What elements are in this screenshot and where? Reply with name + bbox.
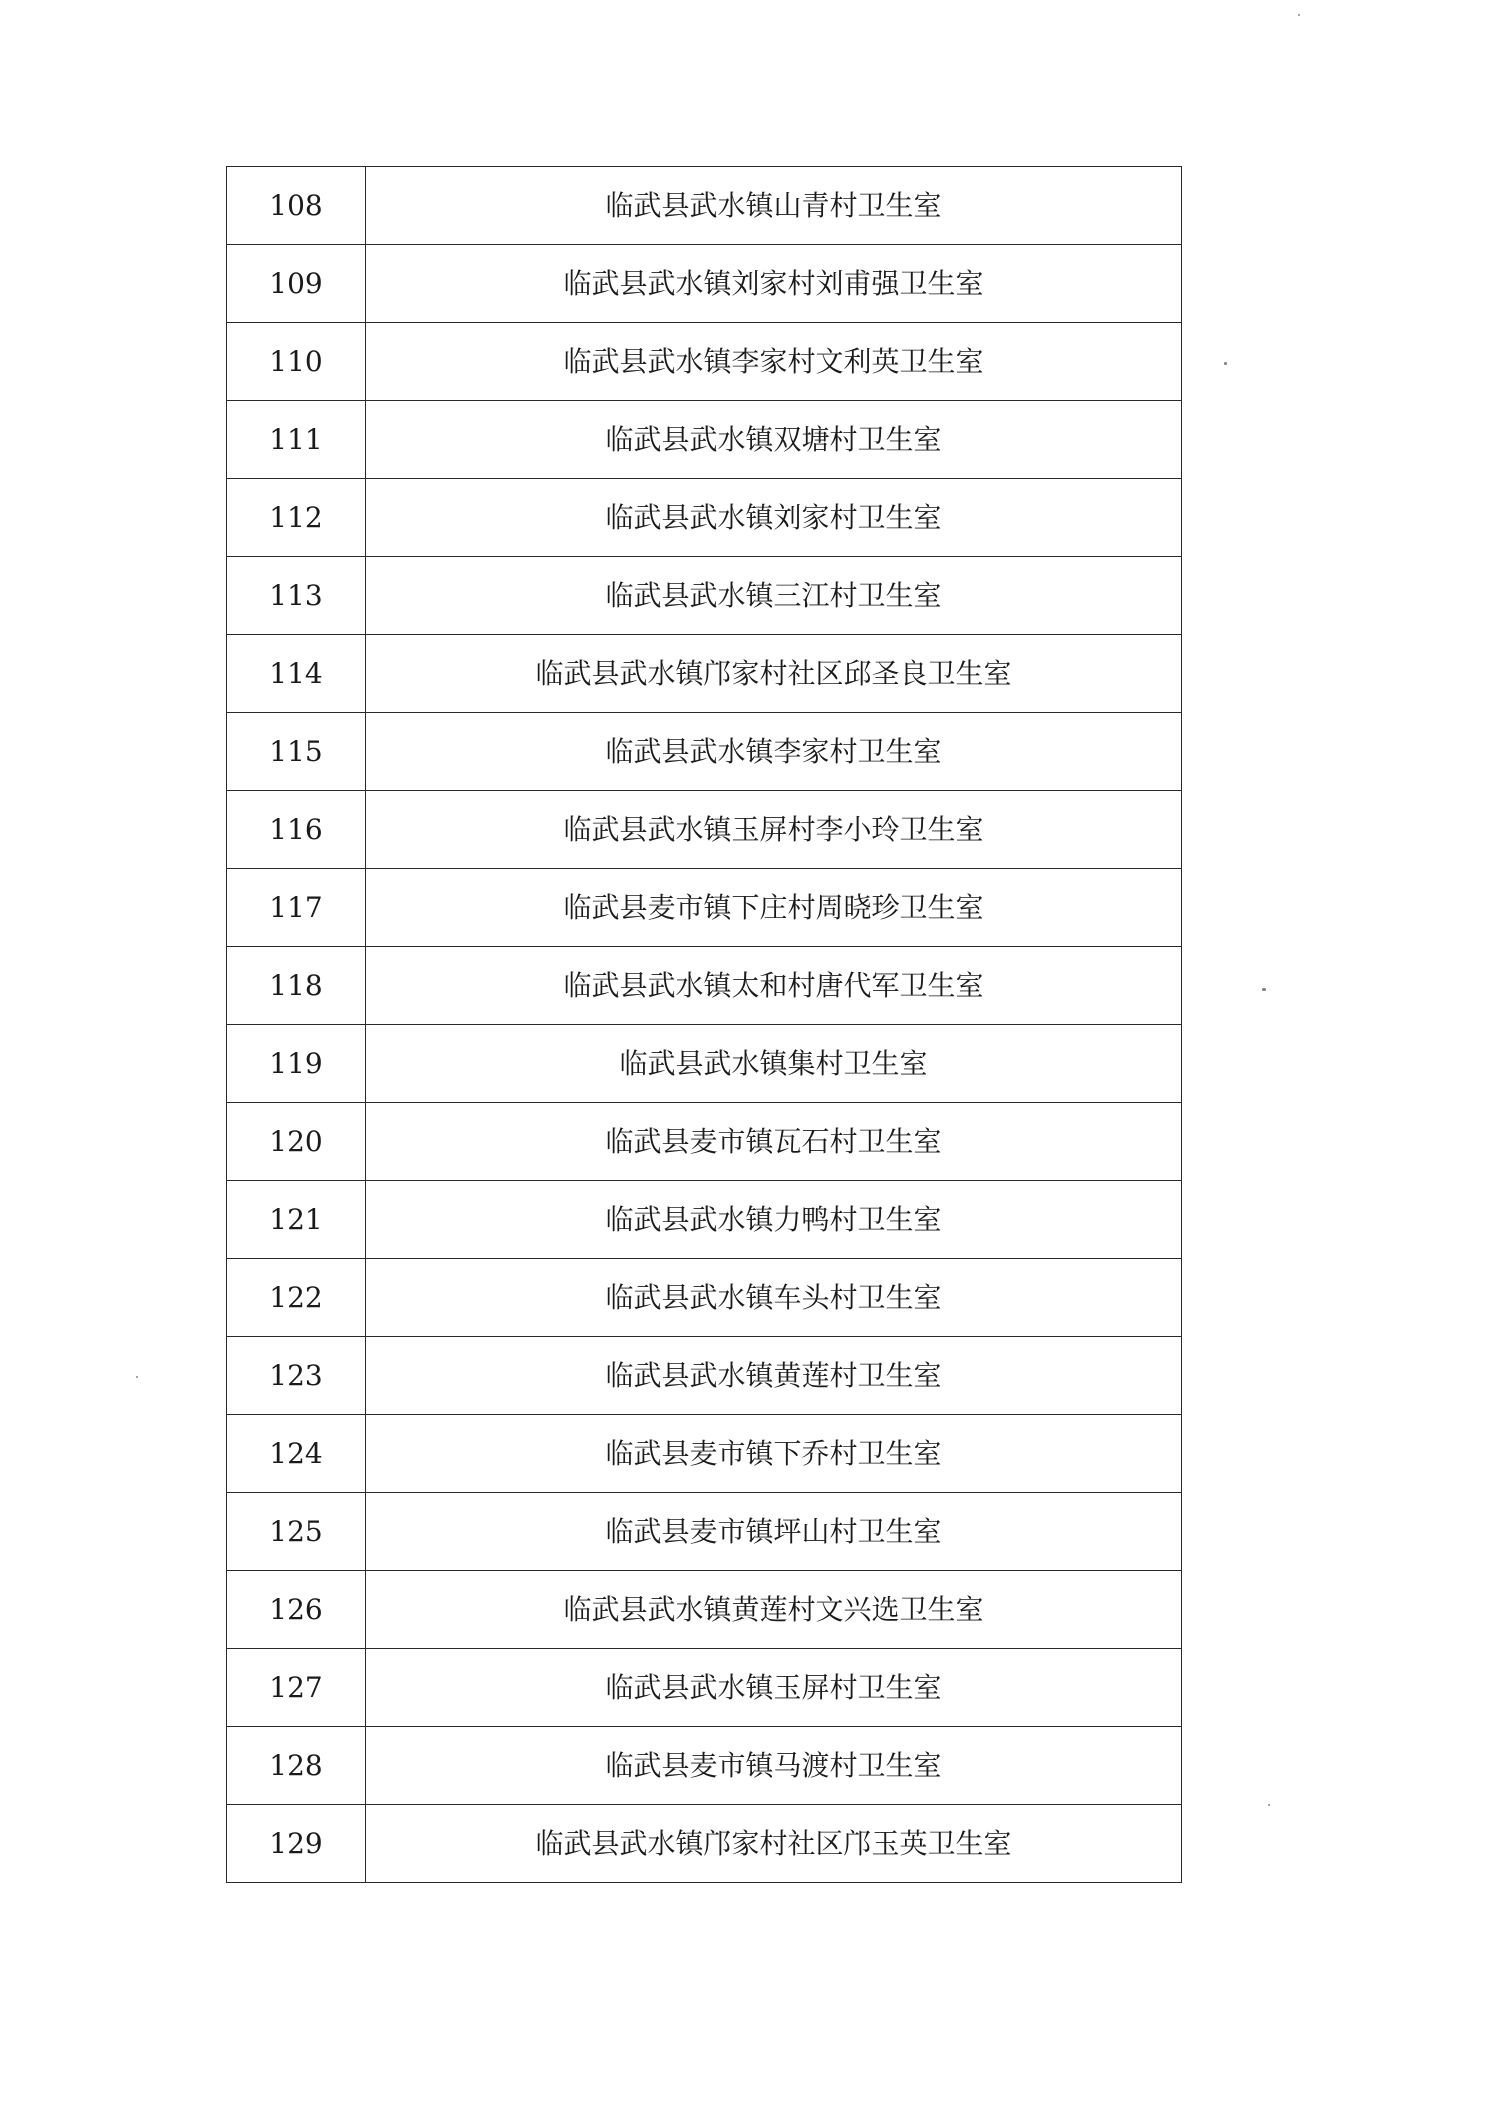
row-number: 126 — [227, 1571, 366, 1649]
clinic-name: 临武县麦市镇下庄村周晓珍卫生室 — [366, 869, 1182, 947]
row-number: 125 — [227, 1493, 366, 1571]
table-row — [227, 1571, 1182, 1649]
scan-speck — [1268, 1804, 1270, 1806]
clinic-name: 临武县武水镇邝家村社区邱圣良卫生室 — [366, 635, 1182, 713]
scan-speck — [1262, 988, 1266, 991]
clinic-name: 临武县武水镇李家村文利英卫生室 — [366, 323, 1182, 401]
table-row — [227, 635, 1182, 713]
clinic-name: 临武县麦市镇坪山村卫生室 — [366, 1493, 1182, 1571]
clinic-name: 临武县武水镇刘家村刘甫强卫生室 — [366, 245, 1182, 323]
table-row — [227, 323, 1182, 401]
table-row — [227, 947, 1182, 1025]
table-row — [227, 1025, 1182, 1103]
table-row — [227, 1805, 1182, 1883]
clinic-name: 临武县武水镇太和村唐代军卫生室 — [366, 947, 1182, 1025]
clinic-name: 临武县武水镇山青村卫生室 — [366, 167, 1182, 245]
clinic-name: 临武县武水镇刘家村卫生室 — [366, 479, 1182, 557]
table-row — [227, 791, 1182, 869]
clinic-name: 临武县武水镇玉屏村李小玲卫生室 — [366, 791, 1182, 869]
table-row — [227, 167, 1182, 245]
clinic-name: 临武县麦市镇马渡村卫生室 — [366, 1727, 1182, 1805]
table-row — [227, 1181, 1182, 1259]
row-number: 111 — [227, 401, 366, 479]
row-number: 110 — [227, 323, 366, 401]
table-row — [227, 1259, 1182, 1337]
clinic-name: 临武县武水镇三江村卫生室 — [366, 557, 1182, 635]
scan-speck — [1224, 362, 1227, 365]
clinic-name: 临武县武水镇邝家村社区邝玉英卫生室 — [366, 1805, 1182, 1883]
clinic-name: 临武县武水镇车头村卫生室 — [366, 1259, 1182, 1337]
clinic-list-table — [226, 166, 1182, 1883]
row-number: 113 — [227, 557, 366, 635]
row-number: 112 — [227, 479, 366, 557]
row-number: 129 — [227, 1805, 366, 1883]
row-number: 115 — [227, 713, 366, 791]
row-number: 118 — [227, 947, 366, 1025]
row-number: 108 — [227, 167, 366, 245]
table-row — [227, 713, 1182, 791]
row-number: 128 — [227, 1727, 366, 1805]
scan-speck — [1298, 14, 1300, 16]
table-row — [227, 245, 1182, 323]
row-number: 120 — [227, 1103, 366, 1181]
row-number: 127 — [227, 1649, 366, 1727]
clinic-name: 临武县武水镇双塘村卫生室 — [366, 401, 1182, 479]
table-row — [227, 1727, 1182, 1805]
table-row — [227, 1337, 1182, 1415]
row-number: 114 — [227, 635, 366, 713]
table-row — [227, 1415, 1182, 1493]
clinic-name: 临武县麦市镇下乔村卫生室 — [366, 1415, 1182, 1493]
row-number: 124 — [227, 1415, 366, 1493]
table-row — [227, 401, 1182, 479]
row-number: 109 — [227, 245, 366, 323]
clinic-name: 临武县武水镇玉屏村卫生室 — [366, 1649, 1182, 1727]
scan-speck — [136, 1376, 138, 1378]
table-body — [227, 167, 1182, 1883]
table-row — [227, 869, 1182, 947]
clinic-name: 临武县武水镇集村卫生室 — [366, 1025, 1182, 1103]
row-number: 122 — [227, 1259, 366, 1337]
table-row — [227, 479, 1182, 557]
clinic-name: 临武县武水镇黄莲村文兴选卫生室 — [366, 1571, 1182, 1649]
clinic-name: 临武县武水镇力鸭村卫生室 — [366, 1181, 1182, 1259]
row-number: 116 — [227, 791, 366, 869]
row-number: 123 — [227, 1337, 366, 1415]
row-number: 119 — [227, 1025, 366, 1103]
clinic-name: 临武县武水镇黄莲村卫生室 — [366, 1337, 1182, 1415]
table-row — [227, 557, 1182, 635]
table-row — [227, 1103, 1182, 1181]
row-number: 117 — [227, 869, 366, 947]
table-row — [227, 1649, 1182, 1727]
row-number: 121 — [227, 1181, 366, 1259]
clinic-name: 临武县麦市镇瓦石村卫生室 — [366, 1103, 1182, 1181]
clinic-name: 临武县武水镇李家村卫生室 — [366, 713, 1182, 791]
table-row — [227, 1493, 1182, 1571]
